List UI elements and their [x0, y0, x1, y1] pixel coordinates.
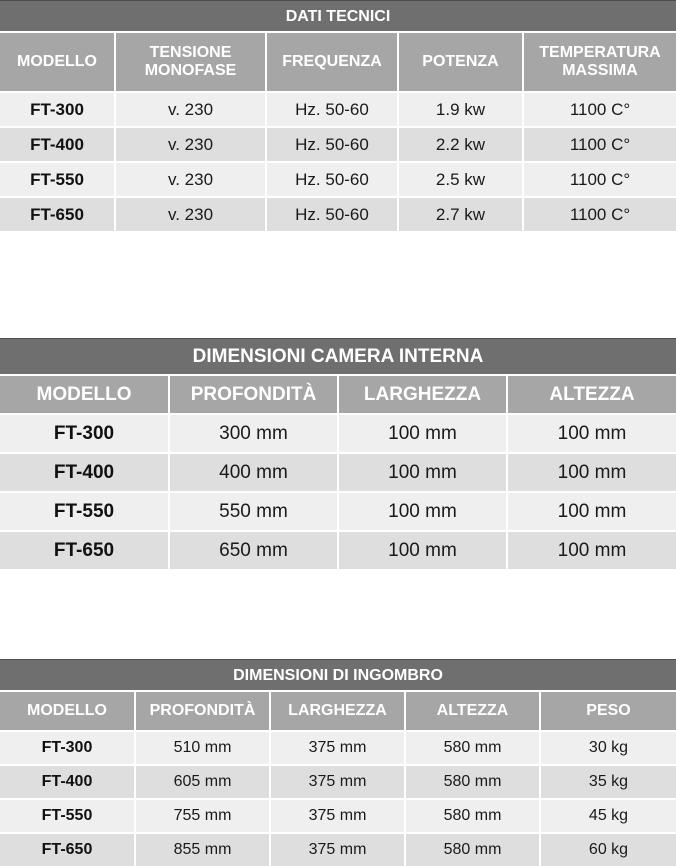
- model-cell: FT-300: [0, 414, 169, 453]
- depth-cell: 510 mm: [135, 731, 270, 765]
- frequency-cell: Hz. 50-60: [266, 127, 398, 162]
- height-cell: 580 mm: [405, 833, 540, 866]
- col-header-modello: MODELLO: [0, 375, 169, 414]
- col-header-potenza: POTENZA: [398, 32, 523, 92]
- table-row: [0, 492, 676, 531]
- weight-cell: 30 kg: [540, 731, 676, 765]
- header-row: [0, 375, 676, 414]
- model-cell: FT-550: [0, 492, 169, 531]
- model-cell: FT-400: [0, 453, 169, 492]
- height-cell: 580 mm: [405, 765, 540, 799]
- col-header-profondita: PROFONDITÀ: [135, 691, 270, 731]
- table-row: [0, 92, 676, 127]
- col-header-frequenza: FREQUENZA: [266, 32, 398, 92]
- model-cell: FT-650: [0, 833, 135, 866]
- width-cell: 100 mm: [338, 453, 507, 492]
- col-header-modello: MODELLO: [0, 32, 115, 92]
- depth-cell: 400 mm: [169, 453, 338, 492]
- width-cell: 100 mm: [338, 531, 507, 569]
- col-header-altezza: ALTEZZA: [507, 375, 676, 414]
- voltage-cell: v. 230: [115, 92, 266, 127]
- temperature-cell: 1100 C°: [523, 162, 676, 197]
- col-header-modello: MODELLO: [0, 691, 135, 731]
- voltage-cell: v. 230: [115, 127, 266, 162]
- col-header-peso: PESO: [540, 691, 676, 731]
- overall-dimensions-table: [0, 690, 676, 866]
- width-cell: 375 mm: [270, 799, 405, 833]
- table-row: [0, 765, 676, 799]
- temperature-cell: 1100 C°: [523, 92, 676, 127]
- model-cell: FT-400: [0, 127, 115, 162]
- power-cell: 2.2 kw: [398, 127, 523, 162]
- model-cell: FT-650: [0, 531, 169, 569]
- table-row: [0, 531, 676, 569]
- weight-cell: 60 kg: [540, 833, 676, 866]
- chamber-dimensions-title: DIMENSIONI CAMERA INTERNA: [0, 338, 676, 374]
- voltage-cell: v. 230: [115, 197, 266, 231]
- frequency-cell: Hz. 50-60: [266, 197, 398, 231]
- table-row: [0, 799, 676, 833]
- depth-cell: 755 mm: [135, 799, 270, 833]
- depth-cell: 650 mm: [169, 531, 338, 569]
- col-header-larghezza: LARGHEZZA: [338, 375, 507, 414]
- width-cell: 100 mm: [338, 492, 507, 531]
- technical-data-table: [0, 31, 676, 231]
- depth-cell: 605 mm: [135, 765, 270, 799]
- power-cell: 2.7 kw: [398, 197, 523, 231]
- width-cell: 375 mm: [270, 731, 405, 765]
- weight-cell: 35 kg: [540, 765, 676, 799]
- power-cell: 2.5 kw: [398, 162, 523, 197]
- power-cell: 1.9 kw: [398, 92, 523, 127]
- voltage-cell: v. 230: [115, 162, 266, 197]
- model-cell: FT-550: [0, 799, 135, 833]
- height-cell: 100 mm: [507, 531, 676, 569]
- table-row: [0, 162, 676, 197]
- model-cell: FT-400: [0, 765, 135, 799]
- height-cell: 100 mm: [507, 414, 676, 453]
- header-row: [0, 691, 676, 731]
- height-cell: 100 mm: [507, 492, 676, 531]
- width-cell: 375 mm: [270, 765, 405, 799]
- height-cell: 580 mm: [405, 731, 540, 765]
- technical-data-section: [0, 0, 676, 231]
- depth-cell: 550 mm: [169, 492, 338, 531]
- table-row: [0, 833, 676, 866]
- table-row: [0, 731, 676, 765]
- col-header-tensione: TENSIONE MONOFASE: [115, 32, 266, 92]
- temperature-cell: 1100 C°: [523, 197, 676, 231]
- frequency-cell: Hz. 50-60: [266, 92, 398, 127]
- model-cell: FT-300: [0, 92, 115, 127]
- depth-cell: 855 mm: [135, 833, 270, 866]
- depth-cell: 300 mm: [169, 414, 338, 453]
- height-cell: 100 mm: [507, 453, 676, 492]
- header-row: [0, 32, 676, 92]
- weight-cell: 45 kg: [540, 799, 676, 833]
- width-cell: 375 mm: [270, 833, 405, 866]
- frequency-cell: Hz. 50-60: [266, 162, 398, 197]
- table-row: [0, 453, 676, 492]
- model-cell: FT-300: [0, 731, 135, 765]
- table-row: [0, 127, 676, 162]
- overall-dimensions-title: DIMENSIONI DI INGOMBRO: [0, 659, 676, 690]
- col-header-larghezza: LARGHEZZA: [270, 691, 405, 731]
- col-header-temperatura: TEMPERATURA MASSIMA: [523, 32, 676, 92]
- chamber-dimensions-table: [0, 374, 676, 569]
- height-cell: 580 mm: [405, 799, 540, 833]
- overall-dimensions-section: [0, 659, 676, 866]
- model-cell: FT-650: [0, 197, 115, 231]
- temperature-cell: 1100 C°: [523, 127, 676, 162]
- width-cell: 100 mm: [338, 414, 507, 453]
- model-cell: FT-550: [0, 162, 115, 197]
- chamber-dimensions-section: [0, 338, 676, 569]
- table-row: [0, 414, 676, 453]
- table-row: [0, 197, 676, 231]
- col-header-profondita: PROFONDITÀ: [169, 375, 338, 414]
- technical-data-title: DATI TECNICI: [0, 0, 676, 31]
- col-header-altezza: ALTEZZA: [405, 691, 540, 731]
